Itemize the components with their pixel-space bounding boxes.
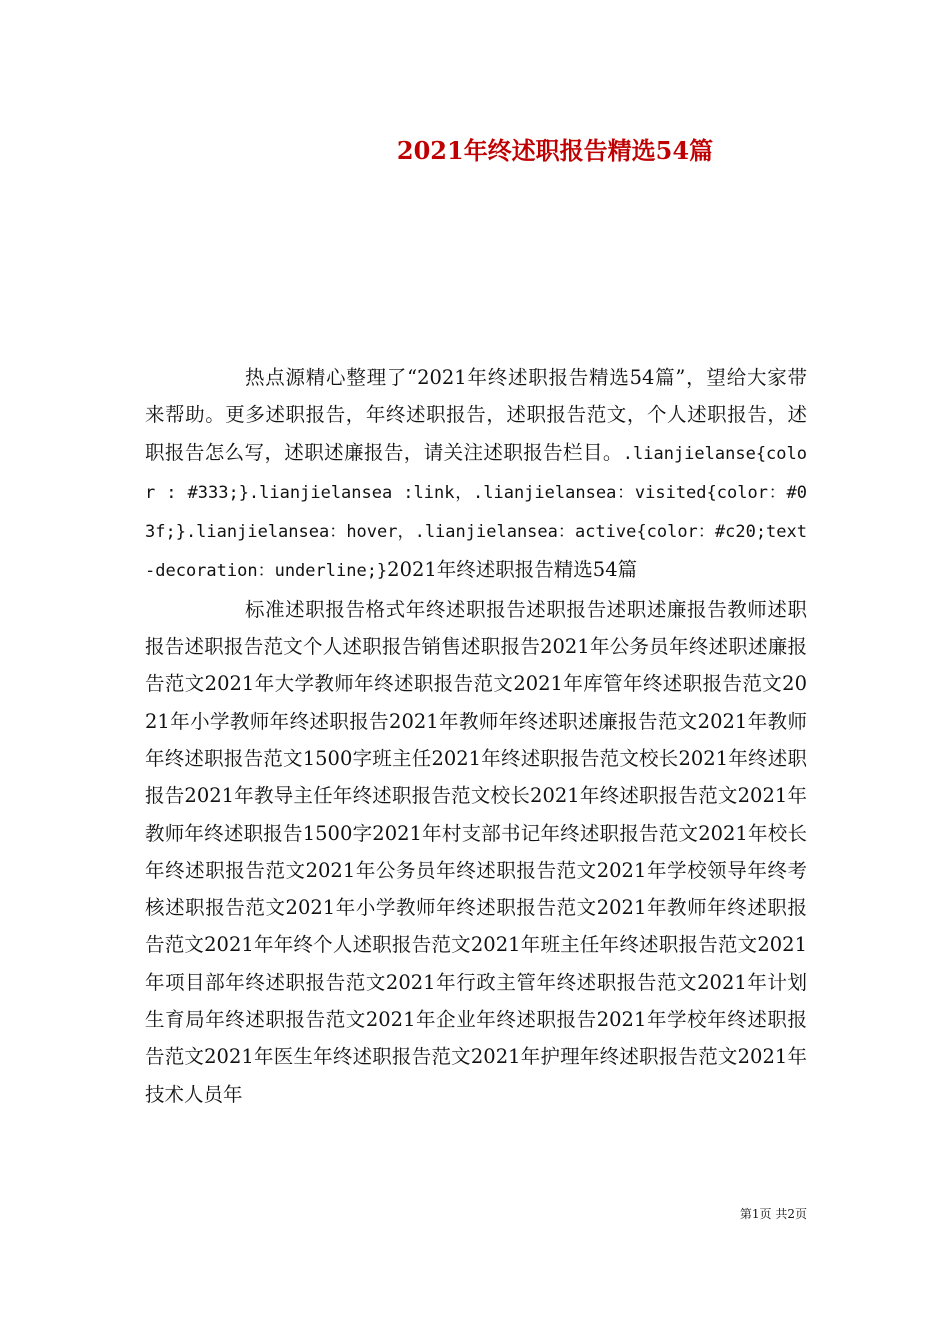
intro-text: 热点源精心整理了“2021年终述职报告精选54篇”，望给大家带来帮助。更多述职报告，年终述职报告，述职报告范文，个人述职报告，述职报告怎么写，述职述廉报告，请关注述职报告栏目。 — [145, 366, 807, 464]
intro-paragraph — [145, 359, 807, 591]
document-body — [145, 359, 807, 1113]
list-paragraph: 标准述职报告格式年终述职报告述职报告述职述廉报告教师述职报告述职报告范文个人述职报告销售述职报告2021年公务员年终述职述廉报告范文2021年大学教师年终述职报告范文2021年库管年终述职报告范文2021年小学教师年终述职报告2021年教师年终述职述廉报告范文2021年教师年终述职报告范文1500字班主任2021年终述职报告范文校长2021年终述职报告2021年教导主任年终述职报告范文校长2021年终述职报告范文2021年教师年终述职报告1500字2021年村支部书记年终述职报告范文2021年校长年终述职报告范文2021年公务员年终述职报告范文2021年学校领导年终考核述职报告范文2021年小学教师年终述职报告范文2021年教师年终述职报告范文2021年年终个人述职报告范文2021年班主任年终述职报告范文2021年项目部年终述职报告范文2021年行政主管年终述职报告范文2021年计划生育局年终述职报告范文2021年企业年终述职报告2021年学校年终述职报告范文2021年医生年终述职报告范文2021年护理年终述职报告范文2021年技术人员年 — [145, 597, 807, 1106]
intro-code: .lianjielanse{color : #333;}.lianjielansea :link，.lianjielansea：visited{color：#03f;}.lianjielansea：hover，.lianjielansea：active{color：#c20;text-decoration：underline;} — [145, 443, 807, 582]
document-title: 2021年终述职报告精选54篇 — [396, 136, 714, 165]
page-footer: 第1页 共2页 — [739, 1207, 807, 1221]
intro-tail: 2021年终述职报告精选54篇 — [387, 558, 638, 582]
